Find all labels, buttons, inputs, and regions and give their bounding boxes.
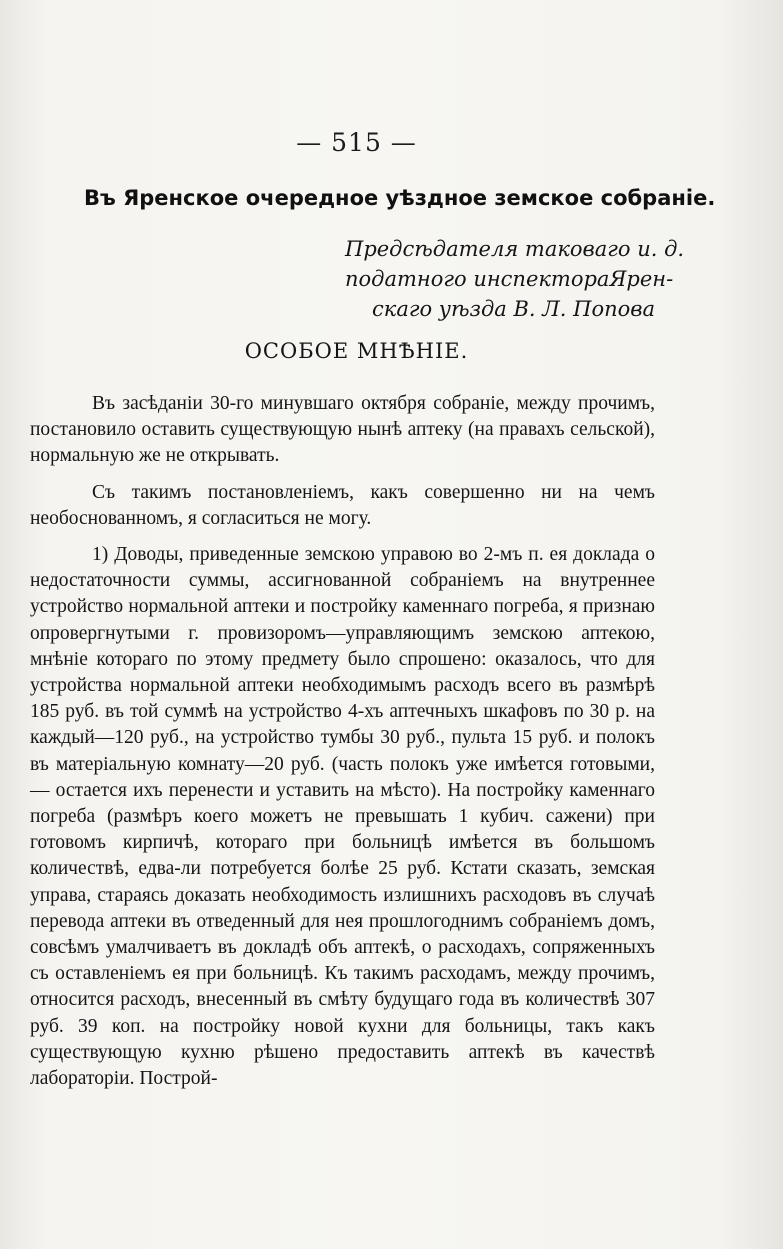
paragraph: Въ засѣданіи 30-го минувшаго октября собраніе, между прочимъ, постановило оставить существующую нынѣ аптеку (на правахъ сельской), нормальную же не открывать.	[30, 393, 655, 467]
addressee-block	[345, 234, 685, 324]
section-heading: ОСОБОЕ МНѢНІЕ.	[244, 339, 469, 363]
document-title: Въ Яренское очередное уѣздное земское собраніе.	[84, 186, 716, 210]
addressee-line: податного инспектораЯрен-	[345, 267, 674, 291]
paragraph: Съ такимъ постановленіемъ, какъ совершенно ни на чемъ необоснованномъ, я согласиться не могу.	[30, 481, 655, 529]
addressee-line: скаго уѣзда В. Л. Попова	[372, 297, 655, 321]
addressee-line: Предсѣдателя таковаго и. д.	[345, 237, 685, 261]
paragraph: 1) Доводы, приведенные земскою управою во 2-мъ п. ея доклада о недостаточности суммы, ассигнованной собраніемъ на внутреннее устройство нормальной аптеки и постройку каменнаго погреба, я признаю опровергнутыми г. провизоромъ—управляющимъ земскою аптекою, мнѣніе котораго по этому предмету было спрошено: оказалось, что для устройства нормальной аптеки необходимымъ расходъ всего въ размѣрѣ 185 руб. въ той суммѣ на устройство 4-хъ аптечныхъ шкафовъ по 30 р. на каждый—120 руб., на устройство тумбы 30 руб., пульта 15 руб. и полокъ въ матеріальную комнату—20 руб. (часть полокъ уже имѣется готовыми,— остается ихъ перенести и уставить на мѣсто). На постройку каменнаго погреба (размѣръ коего можетъ не превышать 1 кубич. сажени) при готовомъ кирпичѣ, котораго при больницѣ имѣется въ большомъ количествѣ, едва-ли потребуется болѣе 25 руб. Кстати сказать, земская управа, стараясь доказать необходимость излишнихъ расходовъ въ случаѣ перевода аптеки въ отведенный для нея прошлогоднимъ собраніемъ домъ, совсѣмъ умалчиваетъ въ докладѣ объ аптекѣ, о расходахъ, сопряженныхъ съ оставленіемъ ея при больницѣ. Къ такимъ расходамъ, между прочимъ, относится расходъ, внесенный въ смѣту будущаго года въ количествѣ 307 руб. 39 коп. на постройку новой кухни для больницы, такъ какъ существующую кухню рѣшено предоставить аптекѣ въ качествѣ лабораторіи. Построй-	[30, 544, 655, 1090]
page-number: — 515 —	[296, 128, 417, 157]
body-text	[30, 391, 655, 1092]
